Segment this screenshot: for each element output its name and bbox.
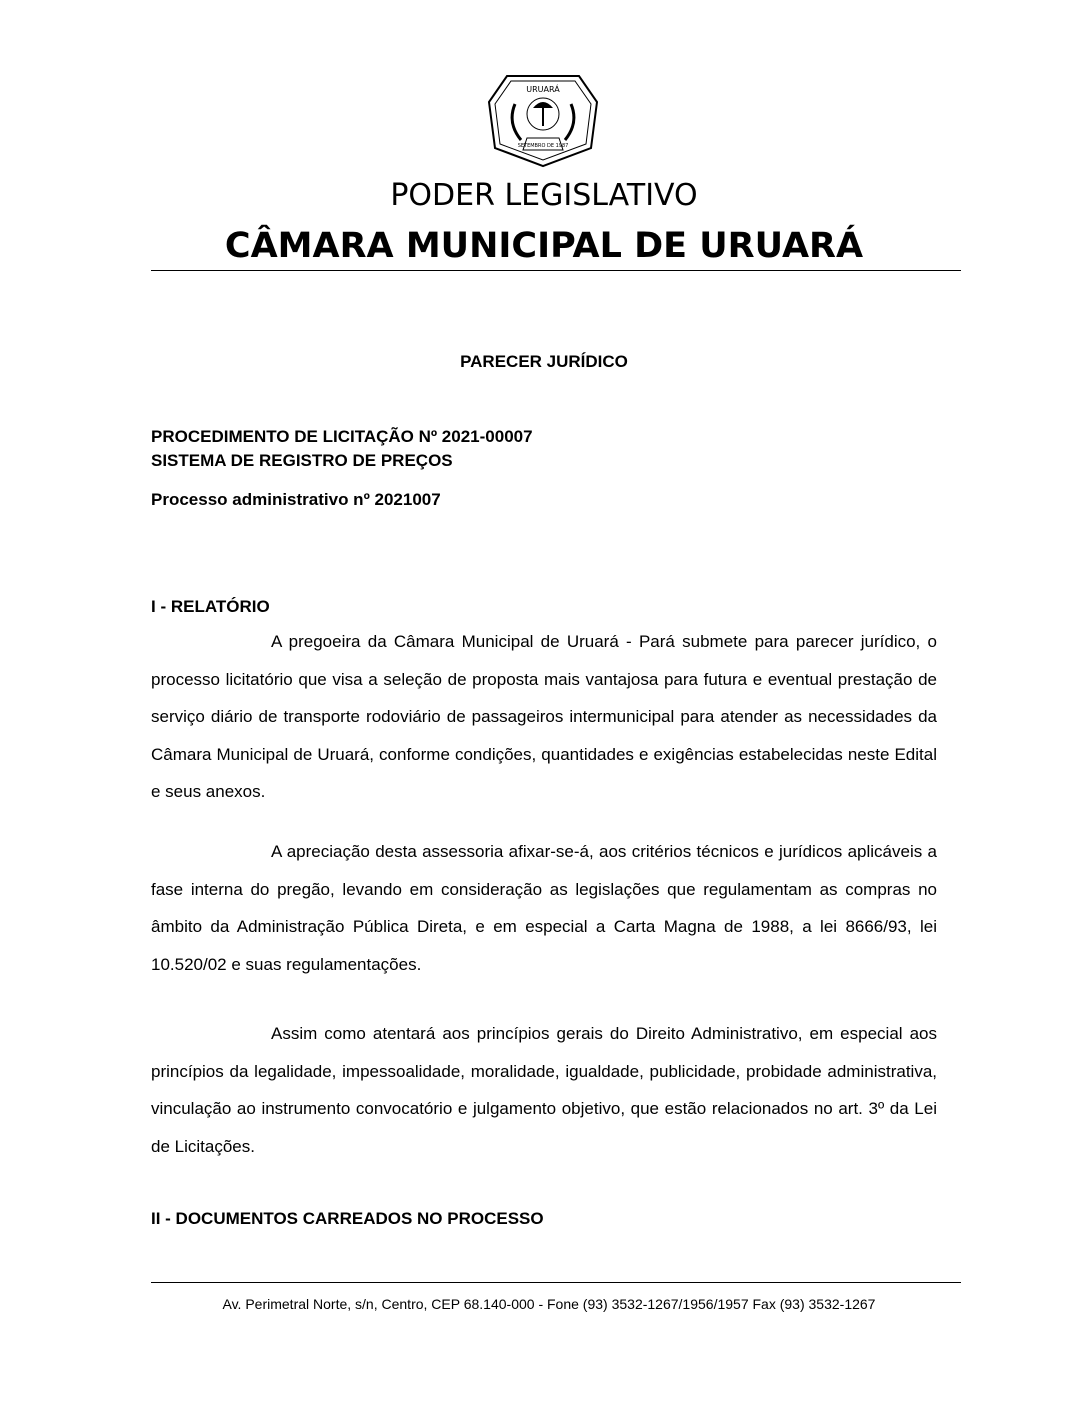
section-heading-2: II - DOCUMENTOS CARREADOS NO PROCESSO	[151, 1209, 544, 1228]
header-line-1: PODER LEGISLATIVO	[390, 178, 698, 213]
seal-top-text: URUARÁ	[526, 85, 560, 94]
footer-divider	[151, 1282, 961, 1283]
process-number: Processo administrativo nº 2021007	[151, 490, 441, 509]
footer-address: Av. Perimetral Norte, s/n, Centro, CEP 68.140-000 - Fone (93) 3532-1267/1956/1957 Fax (93) 3532-1267	[222, 1296, 876, 1312]
section-heading-1: I - RELATÓRIO	[151, 597, 270, 616]
procedure-number: PROCEDIMENTO DE LICITAÇÃO Nº 2021-00007	[151, 427, 533, 446]
seal-bottom-text: SETEMBRO DE 1987	[517, 143, 569, 149]
header-line-2: CÂMARA MUNICIPAL DE URUARÁ	[224, 226, 864, 266]
paragraph-2: A apreciação desta assessoria afixar-se-á, aos critérios técnicos e jurídicos aplicáveis a fase interna do pregão, levando em consideração as legislações que regulamentam as compras no âmbito da Administração Pública Direta, e em especial a Carta Magna de 1988, a lei 8666/93, lei 10.520/02 e suas regulamentações.	[151, 842, 937, 974]
paragraph-3: Assim como atentará aos princípios gerais do Direito Administrativo, em especial aos princípios da legalidade, impessoalidade, moralidade, igualdade, publicidade, probidade administrativa, vinculação ao instrumento convocatório e julgamento objetivo, que estão relacionados no art. 3º da Lei de Licitações.	[151, 1024, 937, 1156]
paragraph-1: A pregoeira da Câmara Municipal de Uruará - Pará submete para parecer jurídico, o processo licitatório que visa a seleção de proposta mais vantajosa para futura e eventual prestação de serviço diário de transporte rodoviário de passageiros intermunicipal para atender as necessidades da Câmara Municipal de Uruará, conforme condições, quantidades e exigências estabelecidas neste Edital e seus anexos.	[151, 632, 937, 801]
registration-system: SISTEMA DE REGISTRO DE PREÇOS	[151, 451, 453, 470]
header-divider	[151, 270, 961, 271]
municipal-seal	[487, 68, 599, 168]
document-title: PARECER JURÍDICO	[460, 352, 628, 371]
